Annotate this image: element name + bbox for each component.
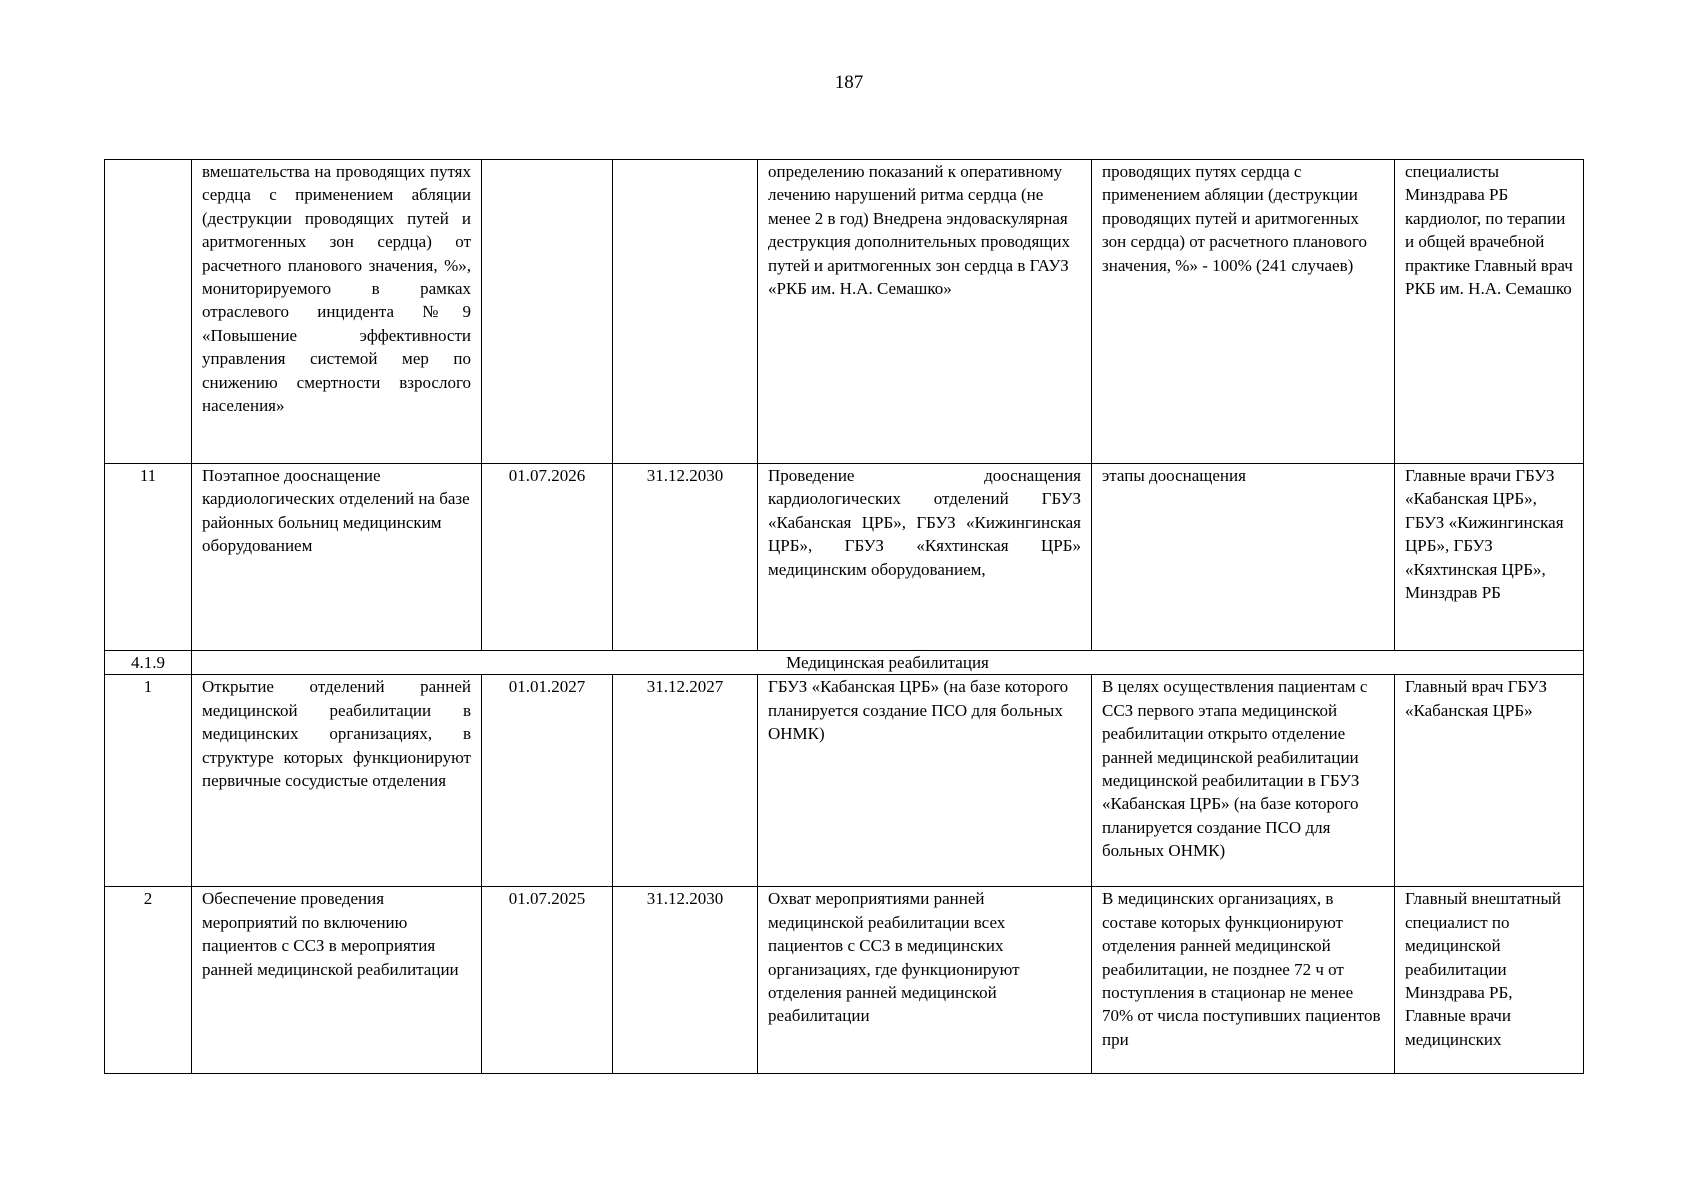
responsible: Главный внештатный специалист по медицинской реабилитации Минздрава РБ, Главные врачи медицинских xyxy=(1395,887,1584,1074)
indicator: этапы дооснащения xyxy=(1092,464,1395,651)
table-row xyxy=(105,464,1584,651)
row-number xyxy=(105,160,192,464)
end-date: 31.12.2030 xyxy=(613,464,758,651)
end-date: 31.12.2027 xyxy=(613,675,758,887)
indicator: В медицинских организациях, в составе которых функционируют отделения ранней медицинской реабилитации, не позднее 72 ч от поступления в стационар не менее 70% от числа поступивших пациентов при xyxy=(1092,887,1395,1074)
section-number: 4.1.9 xyxy=(105,651,192,675)
page-number: 187 xyxy=(834,72,864,93)
table-row xyxy=(105,887,1584,1074)
indicator: В целях осуществления пациентам с ССЗ первого этапа медицинской реабилитации открыто отделение ранней медицинской реабилитации медицинской реабилитации в ГБУЗ «Кабанская ЦРБ» (на базе которого планируется создание ПСО для больных ОНМК) xyxy=(1092,675,1395,887)
expected-result: определению показаний к оперативному лечению нарушений ритма сердца (не менее 2 в год) Внедрена эндоваскулярная деструкция дополнительных проводящих путей и аритмогенных зон сердца в ГАУЗ «РКБ им. Н.А. Семашко» xyxy=(758,160,1092,464)
expected-result: Охват мероприятиями ранней медицинской реабилитации всех пациентов с ССЗ в медицинских организациях, где функционируют отделения ранней медицинской реабилитации xyxy=(758,887,1092,1074)
start-date xyxy=(482,160,613,464)
measure-name: Поэтапное дооснащение кардиологических отделений на базе районных больниц медицинским оборудованием xyxy=(192,464,482,651)
row-number: 2 xyxy=(105,887,192,1074)
end-date xyxy=(613,160,758,464)
table-row xyxy=(105,160,1584,464)
section-title: Медицинская реабилитация xyxy=(192,651,1584,675)
expected-result: ГБУЗ «Кабанская ЦРБ» (на базе которого планируется создание ПСО для больных ОНМК) xyxy=(758,675,1092,887)
start-date: 01.07.2025 xyxy=(482,887,613,1074)
row-number: 1 xyxy=(105,675,192,887)
measure-name: Обеспечение проведения мероприятий по включению пациентов с ССЗ в мероприятия ранней медицинской реабилитации xyxy=(192,887,482,1074)
measure-name: Открытие отделений ранней медицинской реабилитации в медицинских организациях, в структуре которых функционируют первичные сосудистые отделения xyxy=(192,675,482,887)
responsible: специалисты Минздрава РБ кардиолог, по терапии и общей врачебной практике Главный врач РКБ им. Н.А. Семашко xyxy=(1395,160,1584,464)
row-number: 11 xyxy=(105,464,192,651)
indicator: проводящих путях сердца с применением абляции (деструкции проводящих путей и аритмогенных зон сердца) от расчетного планового значения, %» - 100% (241 случаев) xyxy=(1092,160,1395,464)
expected-result: Проведение дооснащения кардиологических отделений ГБУЗ «Кабанская ЦРБ», ГБУЗ «Кижингинская ЦРБ», ГБУЗ «Кяхтинская ЦРБ» медицинским оборудованием, xyxy=(758,464,1092,651)
start-date: 01.01.2027 xyxy=(482,675,613,887)
responsible: Главные врачи ГБУЗ «Кабанская ЦРБ», ГБУЗ «Кижингинская ЦРБ», ГБУЗ «Кяхтинская ЦРБ», Минздрав РБ xyxy=(1395,464,1584,651)
table-row xyxy=(105,675,1584,887)
measures-table xyxy=(104,159,1584,1074)
section-row xyxy=(105,651,1584,675)
end-date: 31.12.2030 xyxy=(613,887,758,1074)
responsible: Главный врач ГБУЗ «Кабанская ЦРБ» xyxy=(1395,675,1584,887)
start-date: 01.07.2026 xyxy=(482,464,613,651)
measure-name: вмешательства на проводящих путях сердца с применением абляции (деструкции проводящих путей и аритмогенных зон сердца) от расчетного планового значения, %», мониторируемого в рамках отраслевого инцидента №9 «Повышение эффективности управления системой мер по снижению смертности взрослого населения» xyxy=(192,160,482,464)
